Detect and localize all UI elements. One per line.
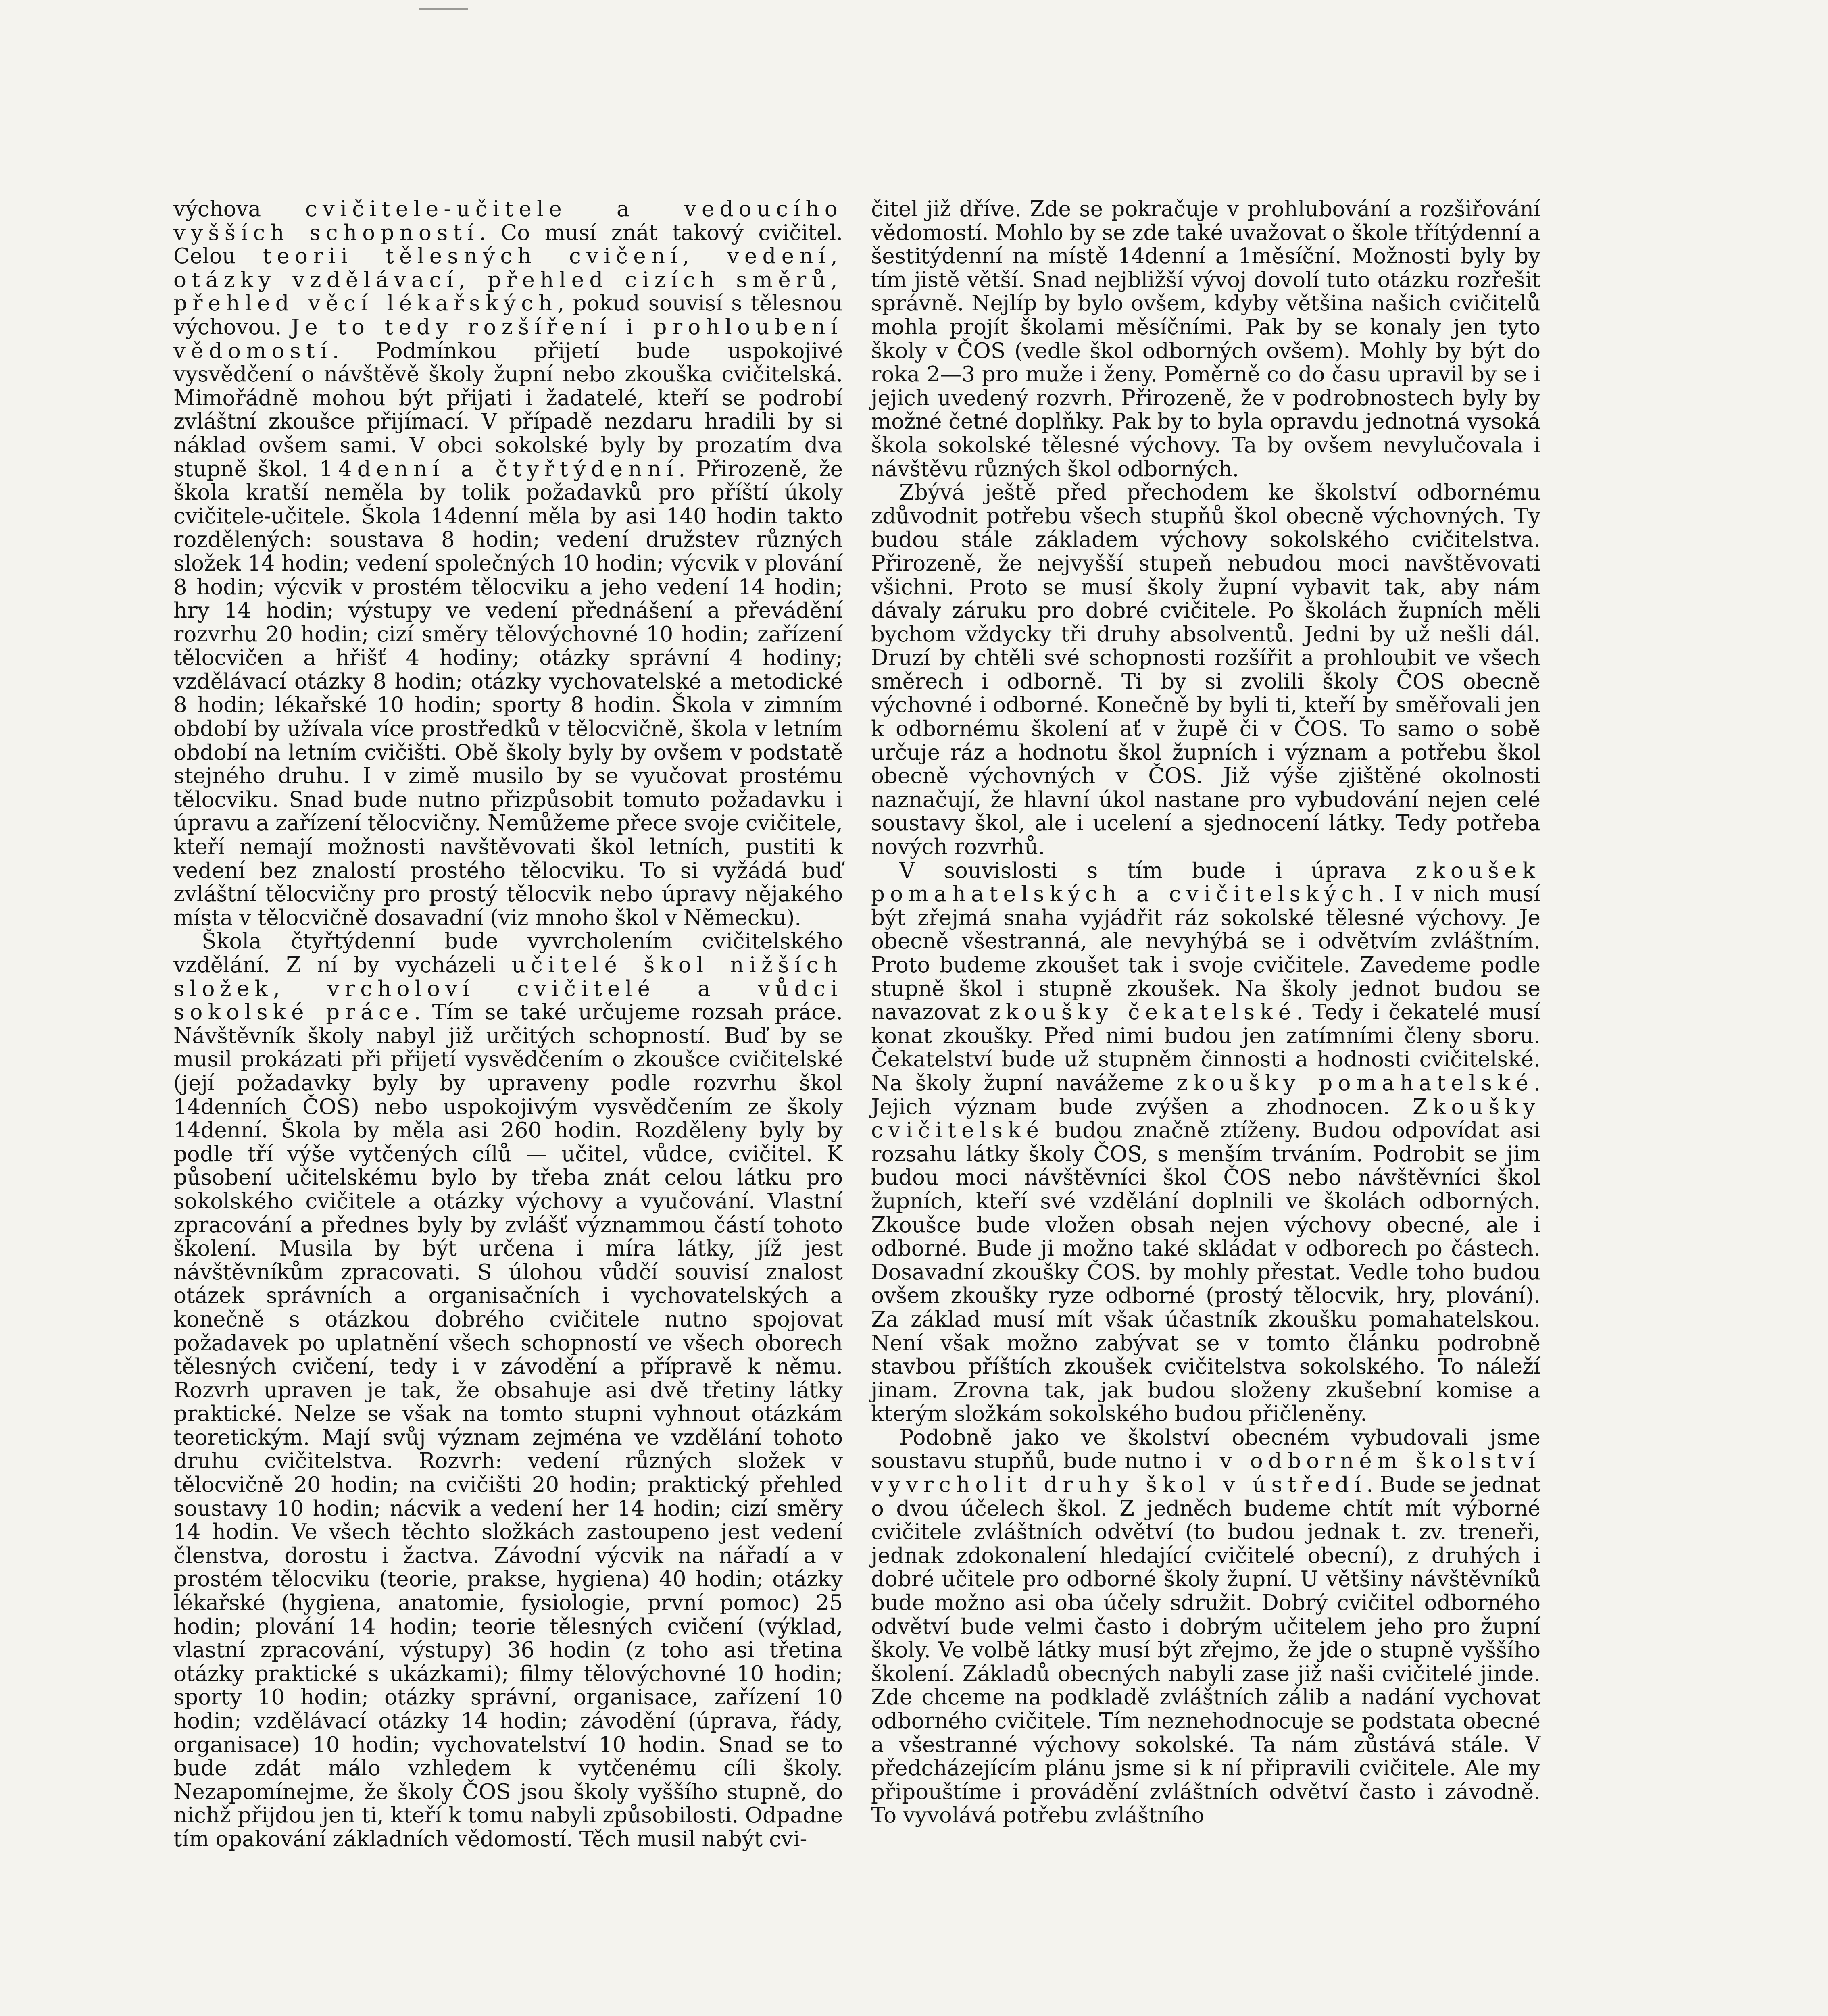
emphasis-spaced: teorii tělesných cvičení, vedení, otázky vzdělávací, přehled cizích směrů, přehled věcí lékařských [173,244,843,316]
emphasis-spaced: zkoušek pomahatelských a cvičitelských [871,858,1540,907]
emphasis-spaced: učitelé škol nižších složek, vrcholoví cvičitelé a vůdci sokolské práce [173,953,843,1025]
text-column-right [871,198,1540,1828]
paragraph: Podobně jako ve školství obecném vybudovali jsme soustavu stupňů, bude nutno i v odborném školství vyvrcholit druhy škol v ústředí. Bude se jednat o dvou účelech škol. Z jedněch budeme chtít mít výborné cvičitele zvláštních odvětví (to budou jednak t. zv. treneři, jednak zdokonalení hledající cvičitelé obecní), z druhých i dobré učitele pro odborné školy župní. U většiny návštěvníků bude možno asi oba účely sdružit. Dobrý cvičitel odborného odvětví bude velmi často i dobrým učitelem jeho pro župní školy. Ve volbě látky musí být zřejmo, že jde o stupně vyššího školení. Základů obecných nabyli zase již naši cvičitelé jinde. Zde chceme na podkladě zvláštních zálib a nadání vychovat odborného cvičitele. Tím neznehodnocuje se podstata obecné a všestranné výchovy sokolské. Ta nám zůstává stále. V předcházejícím plánu jsme si k ní připravili cvičitele. Ale my připouštíme i provádění zvláštních odvětví často i závodně. To vyvolává potřebu zvláštního [871,1425,1540,1828]
emphasis-spaced: Je to tedy rozšíření i prohloubení vědomostí [173,314,843,363]
paragraph: V souvislosti s tím bude i úprava zkoušek pomahatelských a cvičitelských. I v nich musí být zřejmá snaha vyjádřit ráz sokolské tělesné výchovy. Je obecně všestranná, ale nevyhýbá se i odvětvím zvláštním. Proto budeme zkoušet tak i svoje cvičitele. Zavedeme podle stupně škol i stupně zkoušek. Na školy jednot budou se navazovat zkoušky čekatelské. Tedy i čekatelé musí konat zkoušky. Před nimi budou jen zatímními členy sboru. Čekatelství bude už stupněm činnosti a hodnosti cvičitelské. Na školy župní navážeme zkoušky pomahatelské. Jejich význam bude zvýšen a zhodnocen. Zkoušky cvičitelské budou značně ztíženy. Budou odpovídat asi rozsahu látky školy ČOS, s menším trváním. Podrobit se jim budou moci návštěvníci škol ČOS nebo návštěvníci škol župních, kteří své vzdělání doplnili ve školách odborných. Zkoušce bude vložen obsah nejen výchovy obecné, ale i odborné. Bude ji možno také skládat v odborech po částech. Dosavadní zkoušky ČOS. by mohly přestat. Vedle toho budou ovšem zkoušky ryze odborné (prostý tělocvik, hry, plování). Za základ musí mít však účastník zkoušku pomahatelskou. Není však možno zabývat se v tomto článku podrobně stavbou příštích zkoušek cvičitelstva sokolského. To náleží jinam. Zrovna tak, jak budou složeny zkušební komise a kterým složkám sokolského budou přičleněny. [871,858,1540,1427]
emphasis-spaced: i v odborném školství vyvrcholit druhy škol v ústředí [871,1449,1540,1497]
emphasis-spaced: zkoušky pomahatelské [1176,1070,1534,1095]
paragraph: čitel již dříve. Zde se pokračuje v prohlubování a rozšiřování vědomostí. Mohlo by se zde také uvažovat o škole třítýdenní a šestitýdenní na místě 14denní a 1měsíční. Možnosti byly by tím jistě větší. Snad nejbližší vývoj dovolí tuto otázku rozřešit správně. Nejlíp by bylo ovšem, kdyby většina našich cvičitelů mohla projít školami měsíčními. Pak by se konaly jen tyto školy v ČOS (vedle škol odborných ovšem). Mohly by být do roka 2—3 pro muže i ženy. Poměrně co do času upravil by se i jejich uvedený rozvrh. Přirozeně, že v podrobnostech byly by možné četné doplňky. Pak by to byla opravdu jednotná vysoká škola sokolské tělesné výchovy. Ta by ovšem nevylučovala i návštěvu různých škol odborných. [871,197,1540,481]
emphasis-spaced: cvičitele-učitele a vedoucího vyšších schopností [173,197,843,245]
scan-edge-mark-top [419,8,468,10]
paragraph: výchova cvičitele-učitele a vedoucího vyšších schopností. Co musí znát takový cvičitel. Celou teorii tělesných cvičení, vedení, otázky vzdělávací, přehled cizích směrů, přehled věcí lékařských, pokud souvisí s tělesnou výchovou. Je to tedy rozšíření i prohloubení vědomostí. Podmínkou přijetí bude uspokojivé vysvědčení o návštěvě školy župní nebo zkouška cvičitelská. Mimořádně mohou být přijati i žadatelé, kteří se podrobí zvláštní zkoušce přijímací. V případě nezdaru hradili by si náklad ovšem sami. V obci sokolské byly by prozatím dva stupně škol. 14denní a čtyřtýdenní. Přirozeně, že škola kratší neměla by tolik požadavků pro příští úkoly cvičitele-učitele. Škola 14denní měla by asi 140 hodin takto rozdělených: soustava 8 hodin; vedení družstev různých složek 14 hodin; vedení společných 10 hodin; výcvik v plování 8 hodin; výcvik v prostém tělocviku a jeho vedení 14 hodin; hry 14 hodin; výstupy ve vedení přednášení a převádění rozvrhu 20 hodin; cizí směry tělovýchovné 10 hodin; zařízení tělocvičen a hřišť 4 hodiny; otázky správní 4 hodiny; vzdělávací otázky 8 hodin; otázky vychovatelské a metodické 8 hodin; lékařské 10 hodin; sporty 8 hodin. Škola v zimním období by užívala více prostředků v tělocvičně, škola v letním období na letním cvičišti. Obě školy byly by ovšem v podstatě stejného druhu. I v zimě musilo by se vyučovat prostému tělocviku. Snad bude nutno přizpůsobit tomuto požadavku i úpravu a zařízení tělocvičny. Nemůžeme přece svoje cvičitele, kteří nemají možnosti navštěvovati škol letních, pustiti k vedení bez znalostí prostého tělocviku. To si vyžádá buď zvláštní tělocvičny pro prostý tělocvik nebo úpravy nějakého místa v tělocvičně dosavadní (viz mnoho škol v Německu). [173,197,843,930]
emphasis-spaced: zkoušky čekatelské [989,1000,1296,1025]
paragraph: Zbývá ještě před přechodem ke školství odbornému zdůvodnit potřebu všech stupňů škol obecně výchovných. Ty budou stále základem výchovy sokolského cvičitelstva. Přirozeně, že nejvyšší stupeň nebudou moci navštěvovati všichni. Proto se musí školy župní vybavit tak, aby nám dávaly záruku pro dobré cvičitele. Po školách župních měli bychom vždycky tři druhy absolventů. Jedni by už nešli dál. Druzí by chtěli své schopnosti rozšířit a prohloubit ve všech směrech i odborně. Ti by si zvolili školy ČOS obecně výchovné i odborné. Konečně by byli ti, kteří by směřovali jen k odbornému školení ať v župě či v ČOS. To samo o sobě určuje ráz a hodnotu škol župních i význam a potřebu škol obecně výchovných v ČOS. Již výše zjištěné okolnosti naznačují, že hlavní úkol nastane pro vybudování nejen celé soustavy škol, ale i ucelení a sjednocení látky. Tedy potřeba nových rozvrhů. [871,480,1540,860]
emphasis-spaced: Zkoušky cvičitelské [871,1094,1540,1143]
text-column-left [173,198,843,1851]
paragraph: Škola čtyřtýdenní bude vyvrcholením cvičitelského vzdělání. Z ní by vycházeli učitelé škol nižších složek, vrcholoví cvičitelé a vůdci sokolské práce. Tím se také určujeme rozsah práce. Návštěvník školy nabyl již určitých schopností. Buď by se musil prokázati při přijetí vysvědčením o zkoušce cvičitelské (její požadavky byly by upraveny podle rozvrhu škol 14denních ČOS) nebo uspokojivým vysvědčením ze školy 14denní. Škola by měla asi 260 hodin. Rozděleny byly by podle tří výše vytčených cílů — učitel, vůdce, cvičitel. K působení učitelskému bylo by třeba znát celou látku pro sokolského cvičitele a otázky výchovy a vyučování. Vlastní zpracování a přednes byly by zvlášť význammou částí tohoto školení. Musila by být určena i míra látky, jíž jest návštěvníkům zpracovati. S úlohou vůdčí souvisí znalost otázek správních a organisačních i vychovatelských a konečně s otázkou dobrého cvičitele nutno spojovat požadavek po uplatnění všech schopností ve všech oborech tělesných cvičení, tedy i v závodění a přípravě k němu. Rozvrh upraven je tak, že obsahuje asi dvě třetiny látky praktické. Nelze se však na tomto stupni vyhnout otázkám teoretickým. Mají svůj význam zejména ve vzdělání tohoto druhu cvičitelstva. Rozvrh: vedení různých složek v tělocvičně 20 hodin; na cvičišti 20 hodin; praktický přehled soustavy 10 hodin; nácvik a vedení her 14 hodin; cizí směry 14 hodin. Ve všech těchto složkách zastoupeno jest vedení členstva, dorostu i žactva. Závodní výcvik na nářadí a v prostém tělocviku (teorie, prakse, hygiena) 40 hodin; otázky lékařské (hygiena, anatomie, fysiologie, první pomoc) 25 hodin; plování 14 hodin; teorie tělesných cvičení (výklad, vlastní zpracování, výstupy) 36 hodin (z toho asi třetina otázky praktické s ukázkami); filmy tělovýchovné 10 hodin; sporty 10 hodin; otázky správní, organisace, zařízení 10 hodin; vzdělávací otázky 14 hodin; závodění (úprava, řády, organisace) 10 hodin; vychovatelství 10 hodin. Snad se to bude zdát málo vzhledem k vytčenému cíli školy. Nezapomínejme, že školy ČOS jsou školy vyššího stupně, do nichž přijdou jen ti, kteří k tomu nabyli způsobilosti. Odpadne tím opakování základních vědomostí. Těch musil nabýt cvi- [173,929,843,1851]
emphasis-spaced: 14denní a čtyřtýdenní [319,456,679,481]
